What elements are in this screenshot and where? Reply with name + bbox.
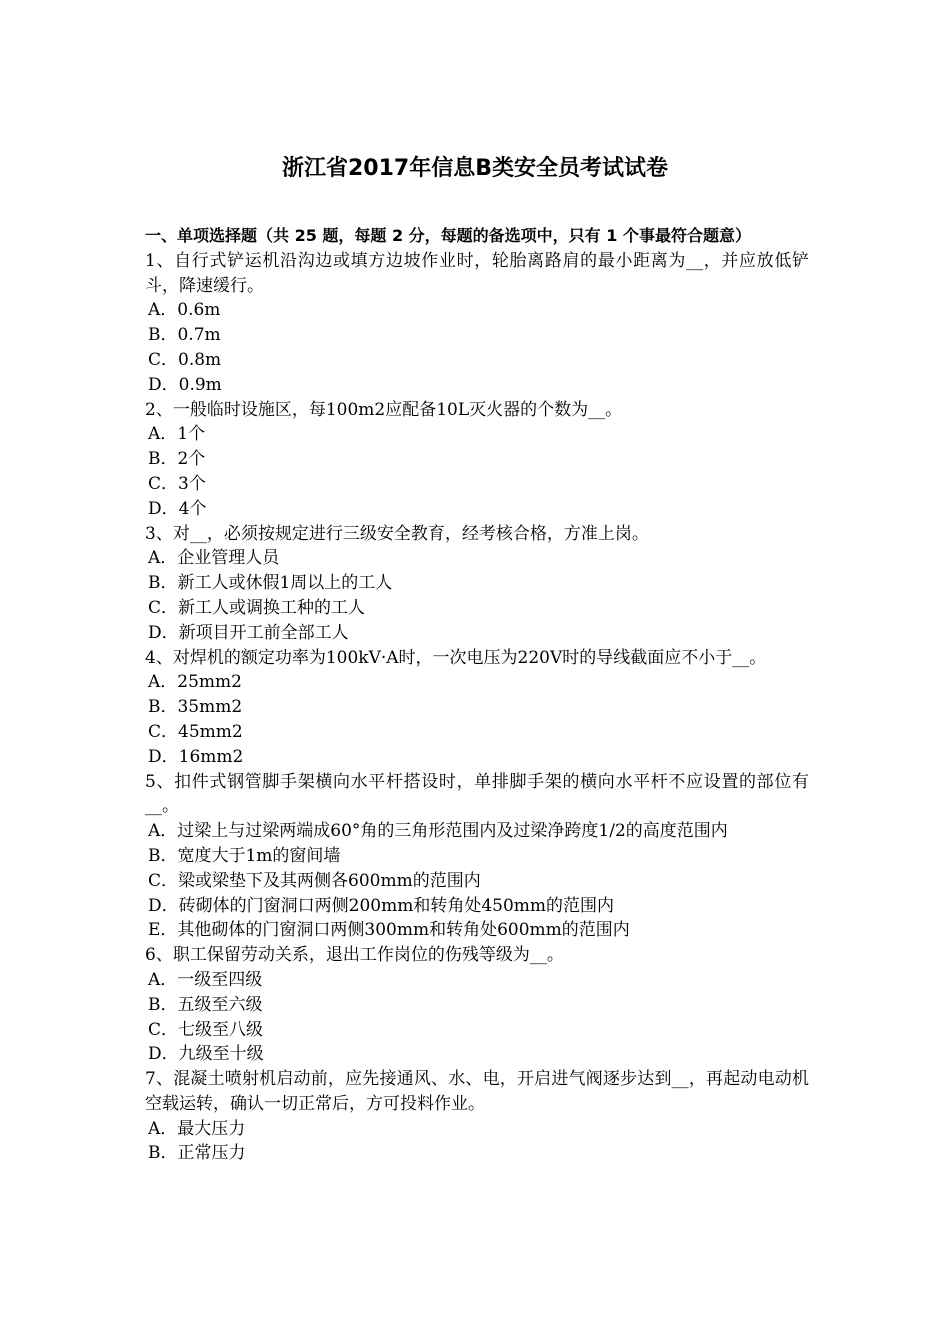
answer-option: D．16mm2 [148,746,244,767]
answer-option: C．七级至八级 [148,1019,264,1040]
answer-option: A．过梁上与过梁两端成60°角的三角形范围内及过梁净跨度1/2的高度范围内 [148,821,728,842]
question-stem: 5、扣件式钢管脚手架横向水平杆搭设时，单排脚手架的横向水平杆不应设置的部位有__。 [145,771,809,817]
answer-option: C．新工人或调换工种的工人 [148,597,366,618]
exam-content [145,224,809,1166]
question-block [145,522,809,646]
answer-option: A．0.6m [148,300,221,321]
question-stem: 3、对__，必须按规定进行三级安全教育，经考核合格，方准上岗。 [145,523,649,544]
answer-option: B．2个 [148,449,206,470]
question-stem: 6、职工保留劳动关系，退出工作岗位的伤残等级为__。 [145,945,564,966]
page-title: 浙江省2017年信息B类安全员考试试卷 [281,156,668,181]
answer-option: B．35mm2 [148,697,243,718]
answer-option: C．3个 [148,473,206,494]
answer-option: D．0.9m [148,374,222,395]
answer-option: A．1个 [148,424,206,445]
answer-option: B．正常压力 [148,1143,246,1164]
answer-option: D．4个 [148,498,207,519]
question-block [145,249,809,398]
question-block [145,646,809,770]
answer-option: A．25mm2 [148,672,242,693]
answer-option: C．45mm2 [148,721,243,742]
question-block [145,943,809,1067]
answer-option: C．0.8m [148,349,222,370]
answer-option: D．九级至十级 [148,1044,264,1065]
answer-option: D．新项目开工前全部工人 [148,622,349,643]
answer-option: A．一级至四级 [148,969,263,990]
question-block [145,398,809,522]
answer-option: A．企业管理人员 [148,548,280,569]
answer-option: A．最大压力 [148,1118,246,1139]
question-list [145,249,809,1166]
answer-option: B．宽度大于1m的窗间墙 [148,845,341,866]
answer-option: D．砖砌体的门窗洞口两侧200mm和转角处450mm的范围内 [148,895,615,916]
question-stem: 4、对焊机的额定功率为100kV·A时，一次电压为220V时的导线截面应不小于__。 [145,647,767,668]
question-stem: 1、自行式铲运机沿沟边或填方边坡作业时，轮胎离路肩的最小距离为__，并应放低铲斗，降速缓行。 [145,250,809,296]
answer-option: B．五级至六级 [148,994,263,1015]
question-block [145,770,809,944]
question-stem: 7、混凝土喷射机启动前，应先接通风、水、电，开启进气阀逐步达到__，再起动电动机空载运转，确认一切正常后，方可投料作业。 [145,1069,809,1114]
question-stem: 2、一般临时设施区，每100m2应配备10L灭火器的个数为__。 [145,399,623,420]
answer-option: B．0.7m [148,325,221,346]
answer-option: E．其他砌体的门窗洞口两侧300mm和转角处600mm的范围内 [148,920,630,941]
answer-option: B．新工人或休假1周以上的工人 [148,573,393,594]
section-heading: 一、单项选择题（共 25 题，每题 2 分，每题的备选项中，只有 1 个事最符合题意） [145,226,751,245]
answer-option: C．梁或梁垫下及其两侧各600mm的范围内 [148,870,481,891]
question-block [145,1067,809,1166]
